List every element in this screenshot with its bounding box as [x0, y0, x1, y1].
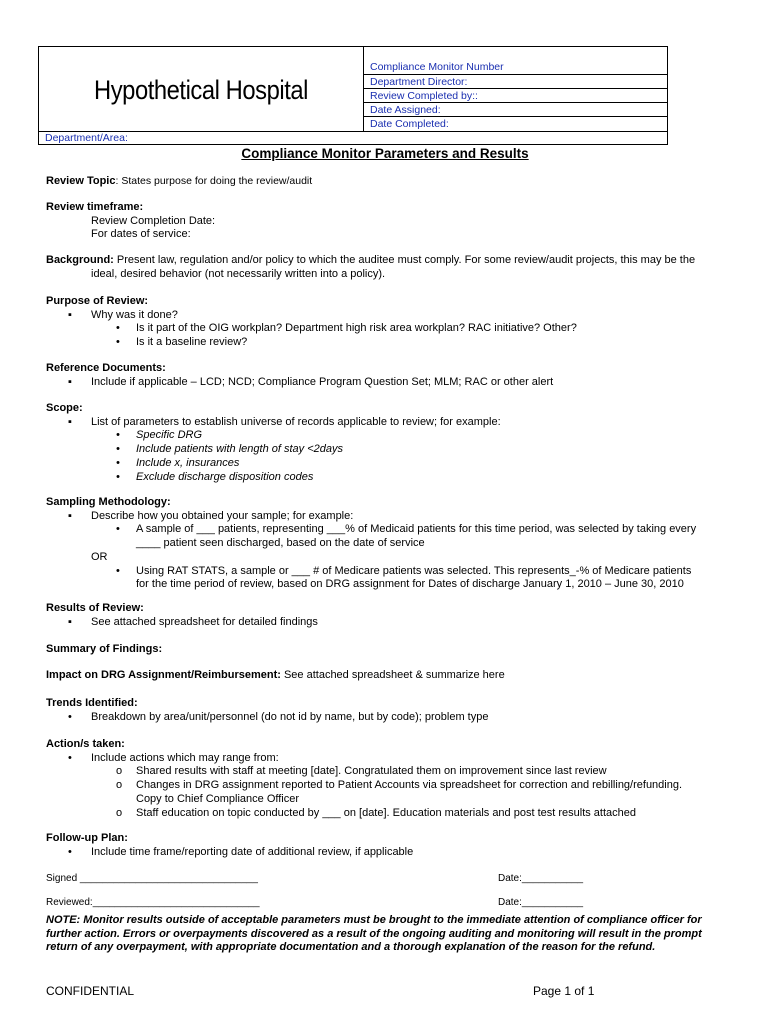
sampling-label: Sampling Methodology: — [46, 496, 171, 508]
sampling-sub1-line1: A sample of ___ patients, representing ___% of Medicaid patients for this time period, was selected by taking every — [136, 523, 697, 536]
background-text-1: Present law, regulation and/or policy to which the auditee must comply. For some review/audit projects, this may be the — [113, 254, 696, 266]
review-completed-by-field: Review Completed by:: — [364, 89, 667, 103]
reference-label: Reference Documents: — [46, 362, 166, 374]
circle-bullet-icon: o — [116, 806, 123, 819]
background-text-2: ideal, desired behavior (not necessarily written into a policy). — [91, 267, 386, 280]
purpose-sub-1: Is it part of the OIG workplan? Department high risk area workplan? RAC initiative? Other? — [136, 322, 577, 335]
impact-section — [46, 669, 736, 683]
scope-sub-4: Exclude discharge disposition codes — [136, 470, 314, 483]
header-fields — [364, 47, 667, 131]
scope-item: List of parameters to establish universe of records applicable to review; for example: — [91, 415, 501, 428]
sampling-sub1-line2: ____ patient seen discharged, based on the date of service — [136, 537, 425, 550]
actions-sub-1: Shared results with staff at meeting [date]. Congratulated them on improvement since last review — [136, 765, 607, 778]
hospital-name: Hypothetical Hospital — [94, 75, 308, 105]
bullet-icon: • — [116, 470, 120, 483]
background-section — [46, 254, 736, 281]
compliance-note: NOTE: Monitor results outside of acceptable parameters must be brought to the immediate attention of compliance officer for further action. Errors or overpayments discovered as a result of the ongoing auditing and monitoring will result in the prompt return of any overpayment, with appropriate documentation and a thorough explanation of the reason for the refund. — [46, 914, 702, 954]
bullet-icon: • — [68, 845, 72, 858]
circle-bullet-icon: o — [116, 779, 123, 792]
dates-of-service: For dates of service: — [91, 228, 191, 241]
summary-section — [46, 643, 736, 657]
review-topic-label: Review Topic — [46, 175, 116, 187]
date-assigned-field: Date Assigned: — [364, 103, 667, 117]
purpose-item: Why was it done? — [91, 308, 178, 321]
review-completion-date: Review Completion Date: — [91, 214, 216, 227]
summary-label: Summary of Findings: — [46, 643, 163, 655]
bullet-icon: • — [116, 322, 120, 335]
date-completed-field: Date Completed: — [370, 118, 449, 130]
bullet-icon: • — [116, 523, 120, 536]
sampling-section — [46, 496, 736, 592]
bullet-icon: • — [116, 564, 120, 577]
trends-item: Breakdown by area/unit/personnel (do not id by name, but by code); problem type — [91, 710, 489, 723]
sampling-or: OR — [91, 550, 108, 563]
purpose-sub-2: Is it a baseline review? — [136, 336, 248, 349]
square-bullet-icon: ▪ — [68, 415, 72, 428]
actions-sub-3: Staff education on topic conducted by ___ on [date]. Education materials and post test results attached — [136, 806, 637, 819]
circle-bullet-icon: o — [116, 765, 123, 778]
followup-section — [46, 832, 736, 859]
department-area-field: Department/Area: — [38, 132, 668, 145]
sampling-item: Describe how you obtained your sample; for example: — [91, 509, 354, 522]
actions-sub-2-line1: Changes in DRG assignment reported to Patient Accounts via spreadsheet for correction and rebilling/refunding. — [136, 779, 683, 792]
bullet-icon: • — [116, 456, 120, 469]
square-bullet-icon: ▪ — [68, 509, 72, 522]
department-director-field: Department Director: — [364, 75, 667, 89]
reviewed-date-line: Date:___________ — [498, 897, 584, 908]
results-item: See attached spreadsheet for detailed findings — [91, 615, 318, 628]
bullet-icon: • — [68, 710, 72, 723]
followup-label: Follow-up Plan: — [46, 832, 128, 844]
impact-text: See attached spreadsheet & summarize here — [280, 669, 505, 681]
scope-section — [46, 402, 736, 484]
bullet-icon: • — [116, 443, 120, 456]
actions-item: Include actions which may range from: — [91, 751, 279, 764]
footer-confidential: CONFIDENTIAL — [46, 984, 135, 998]
signed-line: Signed ________________________________ — [46, 873, 258, 884]
compliance-monitor-number-field: Compliance Monitor Number — [364, 47, 667, 75]
impact-label: Impact on DRG Assignment/Reimbursement: — [46, 669, 281, 681]
sampling-sub2-line1: Using RAT STATS, a sample or ___ # of Medicare patients was selected. This represents_-% of Medicare patients — [136, 564, 692, 577]
square-bullet-icon: ▪ — [68, 615, 72, 628]
review-timeframe-section — [46, 201, 736, 242]
review-topic-text: : States purpose for doing the review/audit — [115, 175, 313, 187]
actions-label: Action/s taken: — [46, 738, 125, 750]
signed-date-line: Date:___________ — [498, 873, 584, 884]
scope-label: Scope: — [46, 402, 83, 414]
purpose-label: Purpose of Review: — [46, 295, 149, 307]
square-bullet-icon: ▪ — [68, 308, 72, 321]
actions-sub-2-line2: Copy to Chief Compliance Officer — [136, 792, 300, 805]
background-label: Background: — [46, 254, 114, 266]
trends-label: Trends Identified: — [46, 697, 138, 709]
header-table — [38, 46, 668, 132]
sampling-sub2-line2: for the time period of review, based on DRG assignment for Dates of discharge January 1, 2010 – June 30, 2010 — [136, 578, 684, 591]
scope-sub-3: Include x, insurances — [136, 456, 240, 469]
hospital-name-cell — [39, 47, 364, 131]
bullet-icon: • — [116, 336, 120, 349]
review-topic-section — [46, 175, 736, 189]
reference-item: Include if applicable – LCD; NCD; Compliance Program Question Set; MLM; RAC or other alert — [91, 375, 554, 388]
scope-sub-1: Specific DRG — [136, 429, 203, 442]
bullet-icon: • — [116, 429, 120, 442]
actions-section — [46, 738, 736, 820]
results-label: Results of Review: — [46, 602, 144, 614]
trends-section — [46, 697, 736, 724]
reference-section — [46, 362, 736, 389]
purpose-section — [46, 295, 736, 350]
square-bullet-icon: ▪ — [68, 375, 72, 388]
page-title: Compliance Monitor Parameters and Results — [241, 146, 529, 161]
scope-sub-2: Include patients with length of stay <2days — [136, 443, 343, 456]
bullet-icon: • — [68, 751, 72, 764]
followup-item: Include time frame/reporting date of additional review, if applicable — [91, 845, 414, 858]
reviewed-line: Reviewed:______________________________ — [46, 897, 260, 908]
review-timeframe-label: Review timeframe: — [46, 201, 144, 213]
footer-page-number: Page 1 of 1 — [533, 984, 595, 998]
results-section — [46, 602, 736, 629]
